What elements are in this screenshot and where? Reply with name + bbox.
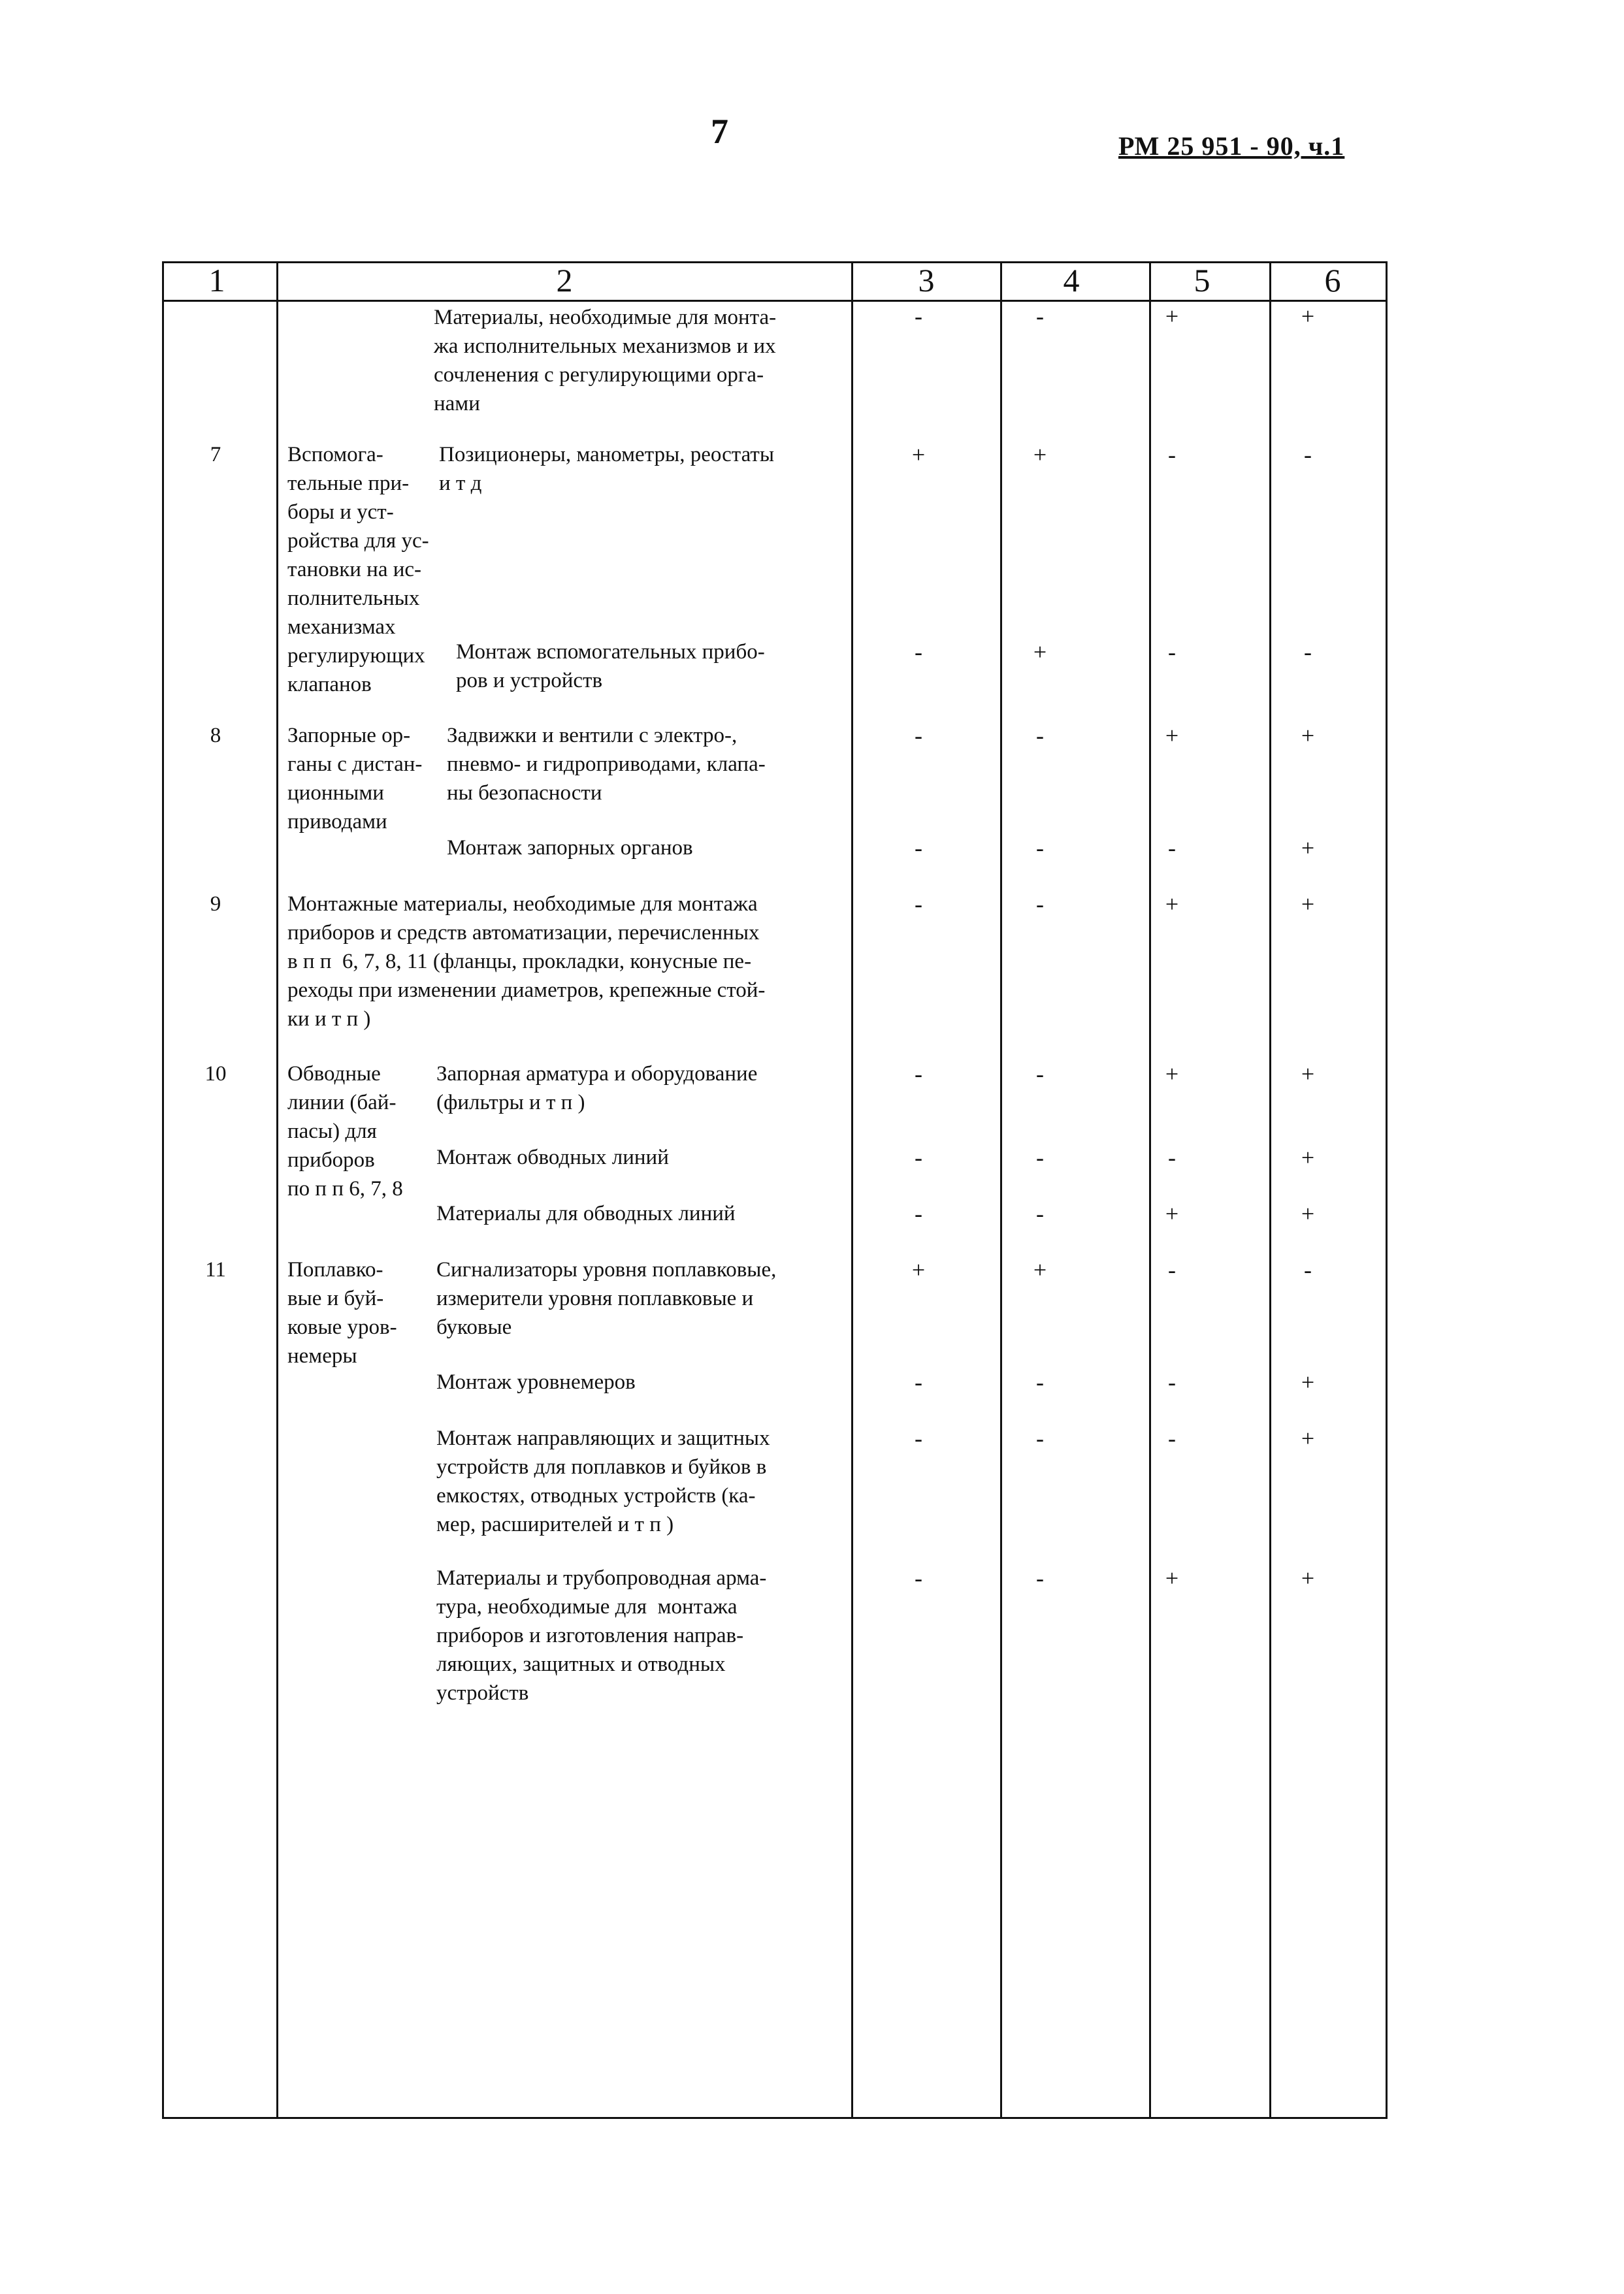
mark-col5: + [1165,722,1179,749]
item-text: Задвижки и вентили с электро-, пневмо- и гидроприводами, клапа- ны безопасности [447,724,766,805]
document-code: РМ 25 951 - 90, ч.1 [1118,131,1345,161]
group-label: Обводные линии (бай- пасы) для приборов по п п 6, 7, 8 [287,1062,403,1201]
mark-col3: - [915,1201,922,1227]
group-label: Вспомога- тельные при- боры и уст- ройства для ус- тановки на ис- полнительных механизмах регулирующих клапанов [287,443,429,696]
mark-col4: - [1036,303,1044,329]
mark-col3: - [915,835,922,861]
column-divider [276,263,278,2117]
group-label: Поплавко- вые и буй- ковые уров- немеры [287,1258,397,1368]
mark-col3: - [915,1425,922,1451]
row-number: 9 [210,892,221,916]
mark-col3: + [911,442,926,468]
mark-col3: + [911,1257,926,1283]
mark-col3: - [915,722,922,749]
item-text: Монтаж запорных органов [447,836,693,860]
mark-col4: - [1036,1425,1044,1451]
mark-col6: + [1301,835,1315,861]
mark-col6: + [1301,303,1315,329]
column-divider [1000,263,1002,2117]
mark-col4: - [1036,1201,1044,1227]
mark-col6: + [1301,1369,1315,1395]
column-divider [1269,263,1271,2117]
mark-col5: - [1168,1425,1176,1451]
item-text: Запорная арматура и оборудование (фильтры и т п ) [436,1062,758,1114]
mark-col6: + [1301,891,1315,917]
column-header: 6 [1324,262,1341,299]
mark-col5: + [1165,1061,1179,1087]
column-header: 3 [918,262,935,299]
mark-col4: - [1036,1369,1044,1395]
row-number: 7 [210,443,221,466]
item-text: Сигнализаторы уровня поплавковые, измерители уровня поплавковые и буковые [436,1258,777,1339]
mark-col4: - [1036,1565,1044,1591]
mark-col5: - [1168,1144,1176,1171]
item-text: Монтаж уровнемеров [436,1370,636,1394]
mark-col6: + [1301,1425,1315,1451]
mark-col5: - [1168,1257,1176,1283]
mark-col5: + [1165,891,1179,917]
mark-col5: - [1168,639,1176,665]
mark-col3: - [915,1369,922,1395]
column-header: 2 [556,262,573,299]
column-divider [1149,263,1151,2117]
row-number: 8 [210,724,221,747]
row-number: 11 [205,1258,226,1282]
mark-col6: + [1301,1061,1315,1087]
mark-col5: + [1165,1565,1179,1591]
header-divider [164,300,1386,302]
mark-col6: + [1301,1144,1315,1171]
group-label: Запорные ор- ганы с дистан- ционными приводами [287,724,423,833]
mark-col4: - [1036,891,1044,917]
mark-col4: - [1036,835,1044,861]
mark-col5: + [1165,1201,1179,1227]
row-number: 10 [204,1062,227,1086]
mark-col3: - [915,1144,922,1171]
mark-col5: + [1165,303,1179,329]
item-text: Материалы, необходимые для монта- жа исполнительных механизмов и их сочленения с регулирующими орга- нами [434,306,777,415]
mark-col5: - [1168,835,1176,861]
mark-col4: - [1036,1144,1044,1171]
mark-col3: - [915,1565,922,1591]
item-text: Монтаж направляющих и защитных устройств для поплавков и буйков в емкостях, отводных устройств (ка- мер, расширителей и т п ) [436,1427,770,1536]
mark-col4: - [1036,1061,1044,1087]
item-text: Материалы и трубопроводная арма- тура, необходимые для монтажа приборов и изготовления направ- ляющих, защитных и отводных устройств [436,1566,767,1705]
column-header: 4 [1063,262,1080,299]
mark-col4: - [1036,722,1044,749]
mark-col4: + [1033,639,1047,665]
mark-col4: + [1033,442,1047,468]
mark-col5: - [1168,1369,1176,1395]
mark-col6: + [1301,1565,1315,1591]
item-text: Монтаж вспомогательных прибо- ров и устройств [456,640,765,692]
mark-col6: - [1304,442,1312,468]
mark-col4: + [1033,1257,1047,1283]
mark-col3: - [915,303,922,329]
mark-col6: + [1301,1201,1315,1227]
column-header: 5 [1194,262,1210,299]
mark-col6: - [1304,639,1312,665]
item-text: Монтажные материалы, необходимые для монтажа приборов и средств автоматизации, перечисленных в п п 6, 7, 8, 11 (фланцы, прокладки, конусные пе- реходы при изменении диаметров, крепежные стой- ки и т п ) [287,892,766,1031]
mark-col3: - [915,639,922,665]
column-header: 1 [208,262,225,299]
item-text: Материалы для обводных линий [436,1202,736,1225]
item-text: Позиционеры, манометры, реостаты и т д [439,443,775,495]
mark-col3: - [915,1061,922,1087]
mark-col6: - [1304,1257,1312,1283]
item-text: Монтаж обводных линий [436,1146,669,1169]
mark-col5: - [1168,442,1176,468]
column-divider [851,263,853,2117]
page-number: 7 [711,112,728,151]
mark-col3: - [915,891,922,917]
mark-col6: + [1301,722,1315,749]
